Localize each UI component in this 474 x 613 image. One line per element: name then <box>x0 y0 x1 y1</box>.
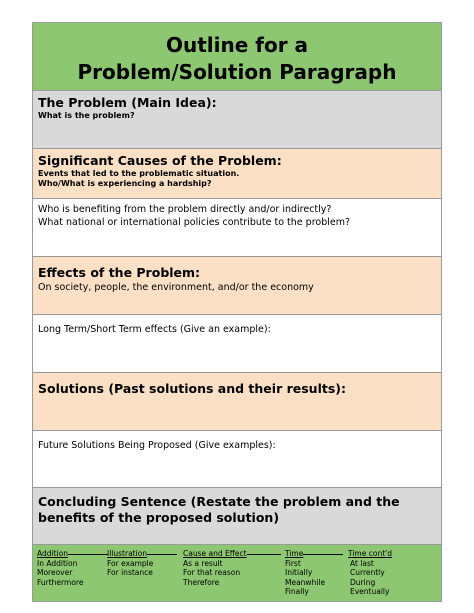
transition-header: Cause and Effect <box>183 549 247 558</box>
transition-item: In Addition <box>37 558 78 568</box>
outline-worksheet <box>32 22 442 602</box>
transition-header: Illustration <box>107 549 148 558</box>
transition-item: Therefore <box>183 577 220 587</box>
transition-item: For instance <box>107 568 153 577</box>
solutions-heading: Solutions (Past solutions and their results): <box>38 381 346 396</box>
transition-item: First <box>285 558 301 568</box>
long-short-term-question: Long Term/Short Term effects (Give an example): <box>38 324 271 335</box>
transition-item: Finally <box>285 587 309 596</box>
transition-item: Furthermore <box>37 577 84 587</box>
effects-subtext: On society, people, the environment, and/or the economy <box>38 282 314 293</box>
transition-item: At last <box>350 558 374 568</box>
transition-item: For example <box>107 558 154 568</box>
transition-header: Time cont'd <box>348 549 392 558</box>
transition-item: As a result <box>183 558 223 568</box>
effects-heading: Effects of the Problem: <box>38 265 201 280</box>
worksheet-title <box>33 23 441 91</box>
section-benefiting <box>33 199 441 257</box>
section-concluding <box>33 488 441 545</box>
benefiting-question-1: Who is benefiting from the problem directly and/or indirectly? <box>38 204 332 215</box>
title-line-2: Problem/Solution Paragraph <box>77 60 397 84</box>
problem-subtext: What is the problem? <box>38 111 135 120</box>
concluding-heading-line-2: benefits of the proposed solution) <box>38 510 280 525</box>
transition-column-cause-effect <box>183 549 281 587</box>
transition-column-time <box>285 549 343 597</box>
title-line-1: Outline for a <box>165 33 309 57</box>
transition-words-table <box>33 545 441 601</box>
section-effects <box>33 257 441 315</box>
future-solutions-question: Future Solutions Being Proposed (Give examples): <box>38 440 276 451</box>
causes-subtext-2: Who/What is experiencing a hardship? <box>38 179 212 188</box>
transition-item: Moreover <box>37 568 73 577</box>
transition-header: Addition <box>37 549 68 558</box>
benefiting-question-2: What national or international policies contribute to the problem? <box>38 217 351 228</box>
concluding-heading-line-1: Concluding Sentence (Restate the problem and the <box>38 494 400 509</box>
section-long-short-term <box>33 315 441 373</box>
causes-subtext-1: Events that led to the problematic situation. <box>38 169 240 178</box>
section-problem <box>33 91 441 149</box>
transition-column-time-contd <box>348 549 392 597</box>
section-causes <box>33 149 441 199</box>
section-future-solutions <box>33 431 441 488</box>
problem-heading: The Problem (Main Idea): <box>38 95 217 110</box>
transition-header: Time <box>285 549 304 558</box>
transition-column-illustration <box>107 549 177 578</box>
transition-item: Currently <box>350 568 385 577</box>
transition-item: During <box>350 577 376 587</box>
causes-heading: Significant Causes of the Problem: <box>38 153 282 168</box>
transition-item: Meanwhile <box>285 577 326 587</box>
transition-item: Initially <box>285 568 313 577</box>
transition-item: For that reason <box>183 568 241 577</box>
transition-column-addition <box>37 549 108 587</box>
transition-item: Eventually <box>350 587 390 596</box>
section-solutions <box>33 373 441 431</box>
